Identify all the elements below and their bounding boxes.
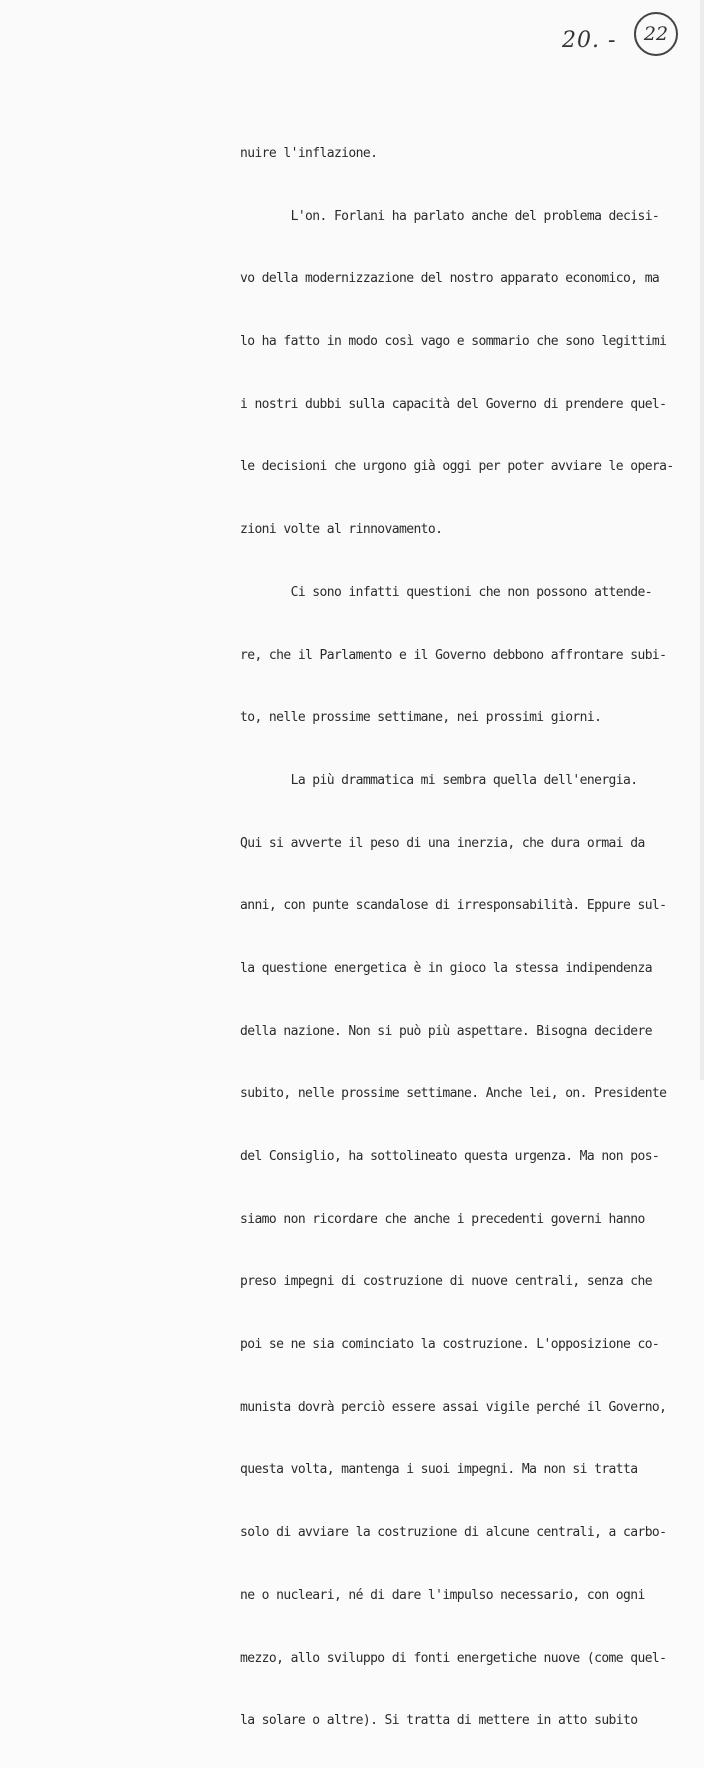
circled-page-number-text: 22 [643,23,669,45]
text-line: to, nelle prossime settimane, nei prossimi giorni. [240,710,602,726]
text-line: preso impegni di costruzione di nuove centrali, senza che [240,1274,652,1290]
text-line: subito, nelle prossime settimane. Anche lei, on. Presidente [240,1086,667,1102]
text-line: munista dovrà perciò essere assai vigile perché il Governo, [240,1399,667,1415]
typewritten-body [240,108,680,1768]
text-line: mezzo, allo sviluppo di fonti energetiche nuove (come quel- [240,1650,667,1666]
text-line: Ci sono infatti questioni che non possono attende- [240,584,652,600]
page-edge [700,0,704,1080]
text-line: nuire l'inflazione. [240,146,378,161]
text-line: della nazione. Non si può più aspettare. Bisogna decidere [240,1023,652,1039]
text-line: vo della modernizzazione del nostro apparato economico, ma [240,271,660,287]
text-line: solo di avviare la costruzione di alcune centrali, a carbo- [240,1525,667,1541]
text-line: siamo non ricordare che anche i precedenti governi hanno [240,1211,645,1227]
text-line: la questione energetica è in gioco la stessa indipendenza [240,960,652,976]
text-line: lo ha fatto in modo così vago e sommario che sono legittimi [240,334,667,350]
text-line: i nostri dubbi sulla capacità del Governo di prendere quel- [240,396,667,412]
text-line: questa volta, mantenga i suoi impegni. Ma non si tratta [240,1462,638,1478]
text-line: del Consiglio, ha sottolineato questa urgenza. Ma non pos- [240,1149,660,1164]
text-line: ne o nucleari, né di dare l'impulso necessario, con ogni [240,1587,645,1603]
text-line: anni, con punte scandalose di irresponsabilità. Eppure sul- [240,898,667,914]
text-line: le decisioni che urgono già oggi per poter avviare le opera- [240,459,674,475]
circled-page-number [634,12,678,56]
text-line: Qui si avverte il peso di una inerzia, che dura ormai da [240,835,645,851]
text-line: re, che il Parlamento e il Governo debbono affrontare subi- [240,647,667,663]
text-line: zioni volte al rinnovamento. [240,522,443,538]
text-line: la solare o altre). Si tratta di mettere in atto subito [240,1713,638,1729]
handwritten-page-number: 20. - [562,28,617,53]
text-line: L'on. Forlani ha parlato anche del problema decisi- [240,208,660,224]
text-line: poi se ne sia cominciato la costruzione. L'opposizione co- [240,1337,660,1353]
text-line: La più drammatica mi sembra quella dell'energia. [240,772,638,788]
